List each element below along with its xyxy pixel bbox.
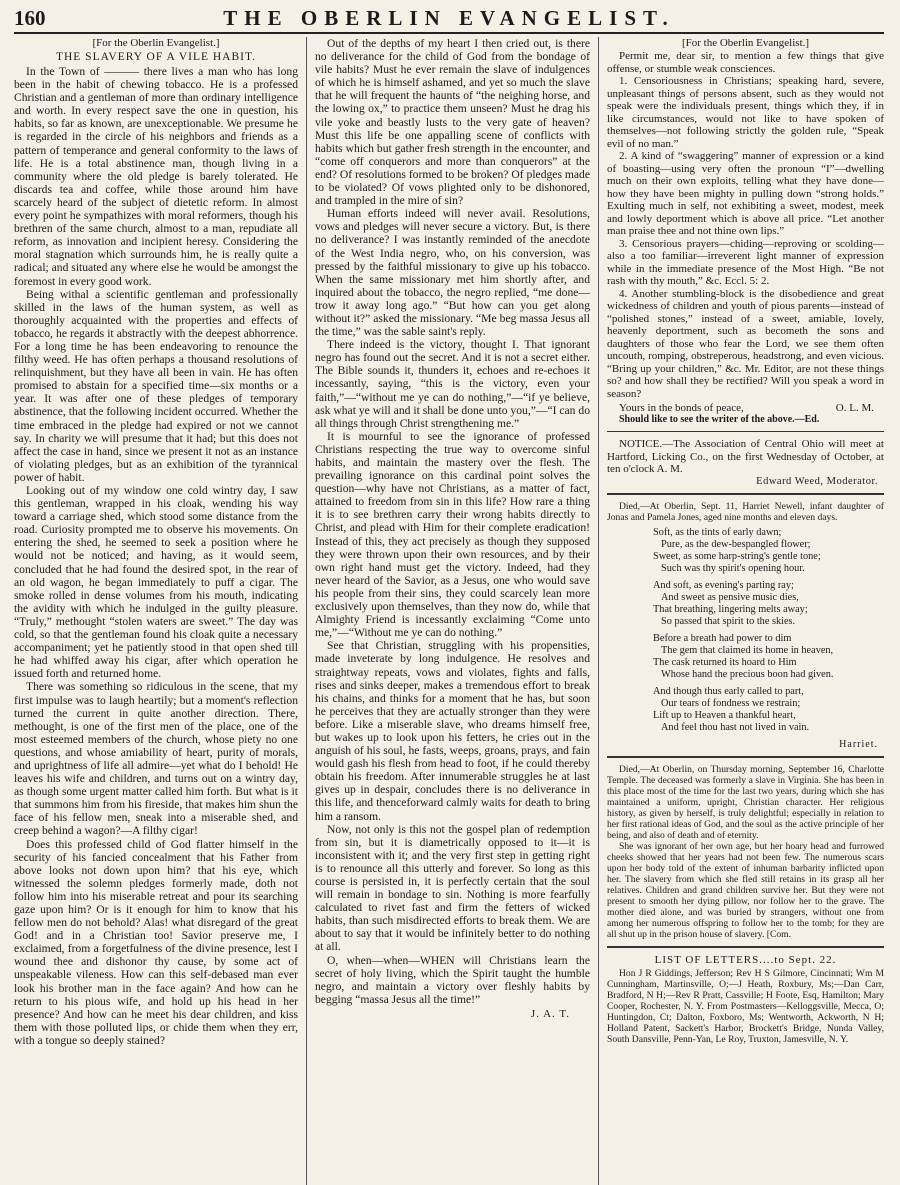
- article-paragraph: See that Christian, struggling with his propensities, made inveterate by long indulgence. He resolves and straightway repeats, vows and violates, fights and falls, rises and sinks deeper, makes a tremendous effort to break his chains, and thinks for a moment that he has, but soon he perceives that they are actually stronger than they were before. Like a miserable slave, who dreams himself free, but wakes up to look upon his fetters, he cries out in the anguish of his soul, he fasts, weeps, groans, prays, and fain would gash his flesh from head to foot, if he could thereby obtain his freedom. After innumerable struggles he at last gives up in despair, concludes there is no deliverance in this life, and thenceforward calmly waits for death to bring him a ransom.: [315, 639, 590, 823]
- section-divider: [607, 756, 884, 758]
- section-divider: [607, 493, 884, 495]
- article-paragraph: Looking out of my window one cold wintry day, I saw this gentleman, wrapped in his cloak, wending his way toward a carriage shed, which stood some distance from the road. Curiosity prompted me to observe his movements. On entering the shed, he seemed to seek a position where he would not be noticed; and having, as it would seem, concluded that he had found the desired spot, in the rear of an old wagon, he began immediately to puff a cigar. The smoke rolled in dense volumes from his mouth, indicating the avidity with which he indulged in the guilty pleasure. “Truly,” methought “stolen waters are sweet.” The day was cold, so that the gentleman found his cloak quite a necessary accompaniment; yet he patiently stood in that open shed till he had whiffed away his cigar, after which operation he issued forth and returned home.: [14, 484, 298, 681]
- column-3: [598, 37, 884, 1185]
- article-paragraph: It is mournful to see the ignorance of professed Christians respecting the true way to overcome sinful habits, and maintain the mastery over the flesh. The prevailing ignorance on this cardinal point solves the question—why have not Christians, as a matter of fact, attained to freedom from sin in this life? How rare a thing it is to see brethren carry their wrong habits directly to Christ, and plead with Him for their complete eradication! Instead of this, they act precisely as though they supposed they were thrown upon their own resources, and by their own right hand must get the victory. Indeed, had they never heard of the Savior, as a Jesus, one who would save his people from their sins, they could scarcely lean more exclusively upon themselves, than they now do, while that Almighty Friend is incessantly exclaiming “Come unto me,”—“Without me ye can do nothing.”: [315, 429, 590, 640]
- columns: [14, 37, 884, 1185]
- poem-line: Before a breath had power to dim: [653, 632, 792, 644]
- column-1: [14, 37, 306, 1185]
- section-divider: [607, 946, 884, 948]
- poem-line: That breathing, lingering melts away;: [653, 603, 808, 615]
- poem-stanza: [653, 580, 884, 628]
- poem-line: And feel thou hast not lived in vain.: [661, 721, 810, 733]
- poem-line: And though thus early called to part,: [653, 685, 804, 697]
- letters-title: LIST OF LETTERS....to Sept. 22.: [654, 953, 837, 966]
- column-2: [306, 37, 598, 1185]
- article-paragraph: Being withal a scientific gentleman and professionally skilled in the laws of the human system, as well as thoroughly acquainted with the properties and effects of tobacco, he regards it abstractly with the deepest abhorrence. For a long time he has been endeavoring to renounce the filthy weed. He has often perhaps a thousand resolutions of relinquishment, but they have all been in vain. He has often promised to abstain for a specified time—six months or a year. It was after one of these pledges of temporary abstinence, that the following incident occurred. Whether the time embraced in the pledge had expired or not we cannot say. In charity we will presume that it had; but this does not affect the case in hand, since we present it not as an instance of violating pledges, but as an exhibition of the tyrannical power of habit.: [14, 287, 298, 484]
- article-paragraph: Human efforts indeed will never avail. Resolutions, vows and pledges will never secure a victory. But, is there no deliverance? I was instantly reminded of the anecdote of the West India negro, who, on his conversion, was pressed by the faithful missionary to give up his tobacco. When the same missionary met him shortly after, and inquired about the tobacco, the negro replied, “me done—trow it away long ago.” “But how can you get along without it?” asked the missionary. “Me beg massa Jesus all the time,” was the sable saint's reply.: [315, 207, 590, 339]
- letter-paragraph: Permit me, dear sir, to mention a few things that give offense, or stumble weak consciences.: [607, 50, 884, 75]
- letters-list: [607, 968, 884, 1045]
- poem-line: And soft, as evening's parting ray;: [653, 579, 794, 591]
- letter-signature: O. L. M.: [835, 402, 874, 414]
- obituary-paragraph: She was ignorant of her own age, but her hoary head and furrowed cheeks showed that her years had not been few. The numerous scars upon her body told of the extent of inhuman barbarity inflicted upon her. The slavery from which she fled still retains in its grasp all her relatives. Children and grand children survive her. But they were not present to smooth her dying pillow, nor follow her to the grave. The mother died alone, and was buried by strangers, without one from among her numerous offspring to follow her to the tomb; for they are all shut up in the prison house of slavery. [Com.: [607, 840, 884, 940]
- newspaper-title: THE OBERLIN EVANGELIST.: [223, 6, 675, 30]
- article-byline: [For the Oberlin Evangelist.]: [92, 37, 220, 49]
- obituary-newell: [607, 501, 884, 523]
- poem-stanza: [653, 633, 884, 681]
- obituary-temple: [607, 764, 884, 940]
- article-paragraph: Does this professed child of God flatter himself in the security of his fancied concealment that his Father from above looks not down upon him? that his eye, which witnessed the solemn pledges formerly made, doth not follow him into his miserable retreat and pour its searching gaze upon him? Or is it enough for him to know that his fellow men do not behold? Alas! what disregard of the great God! and in a Christian too! Savior preserve me, I exclaimed, from a forgetfulness of the divine presence, lest I wound thee and dishonor thy cause, by some act of unspeakable vileness. How can this self-debased man ever look his brother man in the face again? And how can he return to his pious wife, and hold up his head in her presence? And how can he meet his dear children, and kiss them with those polluted lips, or chide them when they err, with a tongue so deeply stained?: [14, 837, 298, 1047]
- page-number: 160: [14, 6, 46, 30]
- article-paragraph: Now, not only is this not the gospel plan of redemption from sin, but it is diametrically opposed to it—it is inconsistent with it; and the very first step in getting right is to renounce all this utterly and forever. So long as this course is persisted in, it is perfectly certain that the soul will remain in bondage to sin. Nothing is more fearfully calculated to rivet fast and firm the fetters of wicked habits, than such misdirected efforts to break them. We are about to say that it would be infinitely better to do nothing at all.: [315, 822, 590, 954]
- poem-line: Our tears of fondness we restrain;: [661, 697, 801, 709]
- poem-author: Harriet.: [839, 738, 878, 750]
- section-divider: [607, 431, 884, 432]
- poem-line: The gem that claimed its home in heaven,: [661, 644, 834, 656]
- article-paragraph: There indeed is the victory, thought I. That ignorant negro has found out the secret. And it is not a secret either. The Bible sounds it, thunders it, echoes and re-echoes it incessantly, saying, “this is the victory, even your faith,”—“without me ye can do nothing,”—“if ye believe, ask what ye will and it shall be done unto you,”—“I can do all things through Christ strengthening me.”: [315, 338, 590, 430]
- obituary-text: Died,—At Oberlin, Sept. 11, Harriet Newell, infant daughter of Jonas and Pamela Jones, aged nine months and eleven days.: [607, 500, 884, 523]
- article-paragraph: O, when—when—WHEN will Christians learn the secret of holy living, which the Spirit taught the humble negro, and maintain a victory over fleshly habits by begging “massa Jesus all the time!”: [315, 953, 590, 1006]
- poem-stanza: [653, 686, 884, 734]
- article-paragraph: Out of the depths of my heart I then cried out, is there no deliverance for the child of God from the bondage of vile habits? Must he ever remain the slave of indulgences of which he is himself ashamed, and yet so much the slave that he will frequent the haunts of “the neighing horse, and the lowing ox,” to practice them unseen? Must he drag his vile yoke and beastly lusts to the very gate of heaven? Must this life be one appalling scene of conflicts with habits which but gather fresh strength in the encounter, and “come off conquerors and more than conquerors” at the end? Of resolutions formed to be broken? Of pledges made to be violated? Of vows plighted only to be dishonored, and trampled in the mire of sin?: [315, 37, 590, 208]
- letter-paragraph: 3. Censorious prayers—chiding—reproving or scolding—also a too familiar—irreverent light manner of expression while in the immediate presence of the Most High. “Be not rash with thy mouth,” &c. Eccl. 5: 2.: [607, 237, 884, 287]
- obituary-paragraph: Died,—At Oberlin, on Thursday morning, September 16, Charlotte Temple. The deceased was formerly a slave in Virginia. She has been in this place most of the time for the last two years, during which she has maintained a uniform, upright, Christian character. Her religious history, as given by herself, is truly delightful; especially in relation to her first rational ideas of God, and the soul as the active principle of her being, and also of death and of eternity.: [607, 763, 884, 841]
- poem-line: Lift up to Heaven a thankful heart,: [653, 709, 796, 721]
- poem-line: Whose hand the precious boon had given.: [661, 668, 834, 680]
- memorial-poem: [653, 527, 884, 734]
- article-title: THE SLAVERY OF A VILE HABIT.: [55, 51, 257, 63]
- letters-text: Hon J R Giddings, Jefferson; Rev H S Gilmore, Cincinnati; Wm M Cunningham, Martinsville, O;—J Heath, Roxbury, Ms;—Dan Carr, Bradford, N H;—Rev R Pratt, Cassville; H Foote, Esq, Hamilton; Mary Cooper, Rochester, N. Y. From Postmasters—Kelloggsville, Mecca, O; Huntingdon, Ct; Dalton, Foxboro, Ms; Wentworth, Ackworth, N H; Holland Patent, Sackett's Harbor, Brockett's Bridge, Nunda Valley, South Dansville, Penn-Yan, Le Roy, Truxton, Jamesville, N. Y.: [607, 967, 884, 1045]
- letter-paragraph: 2. A kind of “swaggering” manner of expression or a kind of boasting—using very often the pronoun “I”—dwelling much on their own exploits, telling what they have done—how they have been mighty in pulling down “strong holds.” Exulting much in self, not exhibiting a sweet, modest, meek and lowly deportment which is above all price. “Let another man praise thee and not thine own lips.”: [607, 150, 884, 237]
- poem-line: And sweet as pensive music dies,: [661, 591, 799, 603]
- notice-text: NOTICE.—The Association of Central Ohio will meet at Hartford, Licking Co., on the first Wednesday of October, at ten o'clock A. M.: [607, 438, 884, 475]
- notice-moderator: Edward Weed, Moderator.: [756, 475, 878, 487]
- masthead: [14, 6, 884, 34]
- editor-note: Should like to see the writer of the above.—Ed.: [619, 414, 820, 425]
- poem-line: Soft, as the tints of early dawn;: [653, 526, 782, 538]
- article-paragraph: There was something so ridiculous in the scene, that my first impulse was to laugh heartily; but a moment's reflection turned the current in quite another direction. There, methought, is one of the first men of the place, one of the most esteemed members of the church, whose piety no one questions, and whose amiability of heart, purity of morals, and uprightness of life all admire—yet what do I behold! He leaves his wife and children, and turns out on a wintry day, as though some urgent matter called him forth. But what is it that summons him from his fireside, that makes him shun the face of his fellow men, sneak into a miserable shed, and creep behind a wagon?—A filthy cigar!: [14, 680, 298, 838]
- poem-line: So passed that spirit to the skies.: [661, 615, 796, 627]
- poem-line: Pure, as the dew-bespangled flower;: [661, 538, 811, 550]
- article-paragraph: In the Town of ——— there lives a man who has long been in the habit of chewing tobacco. He is a professed Christian and a gentleman of more than ordinary intelligence and worth. In every respect save the one in question, his habits, so far as known, are unexceptionable. We presume he is regarded in the circle of his neighbors and friends as a pattern of temperance and general conformity to the laws of life. He is a total abstinence man, though living in a community where the old pledge is barely tolerated. He discards tea and coffee, while those around him have scarcely heard of the subject of dietetic reform. In almost every point he sympathizes with moral reformers, though his brethren of the same church, almost to a man, repudiate all reform, as innovation and incipient heresy. Considering the moral stagnation which surrounds him, he is really quite a radical; and situated any where else he would be amongst the foremost in every good work.: [14, 65, 298, 288]
- poem-stanza: [653, 527, 884, 575]
- letter-closing: Yours in the bonds of peace,: [619, 402, 744, 414]
- poem-line: The cask returned its hoard to Him: [653, 656, 797, 668]
- letter-closing-line: [619, 402, 874, 414]
- poem-line: Sweet, as some harp-string's gentle tone;: [653, 550, 821, 562]
- letter-paragraph: 1. Censoriousness in Christians; speaking hard, severe, unpleasant things of persons absent, such as they would not speak were the individuals present, things which they, if in like circumstances, would not like to have spoken of themselves—not following strictly the golden rule, “Speak evil of no man.”: [607, 75, 884, 150]
- article-signature: J. A. T.: [530, 1007, 570, 1020]
- poem-line: Such was thy spirit's opening hour.: [661, 562, 805, 574]
- letter-byline: [For the Oberlin Evangelist.]: [681, 37, 810, 49]
- letter-paragraph: 4. Another stumbling-block is the disobedience and great wickedness of children and youth of pious parents—instead of “polished stones,” instead of a sweet, amiable, lovely, heavenly deportment, such as becometh the sons and daughters of those who fear the Lord, we see them often uncouth, romping, obstreperous, headstrong, and even vicious. “Bring up your children,” &c. Mr. Editor, are not these things so? and how shall they be rectified? Will you speak a word in season?: [607, 287, 884, 400]
